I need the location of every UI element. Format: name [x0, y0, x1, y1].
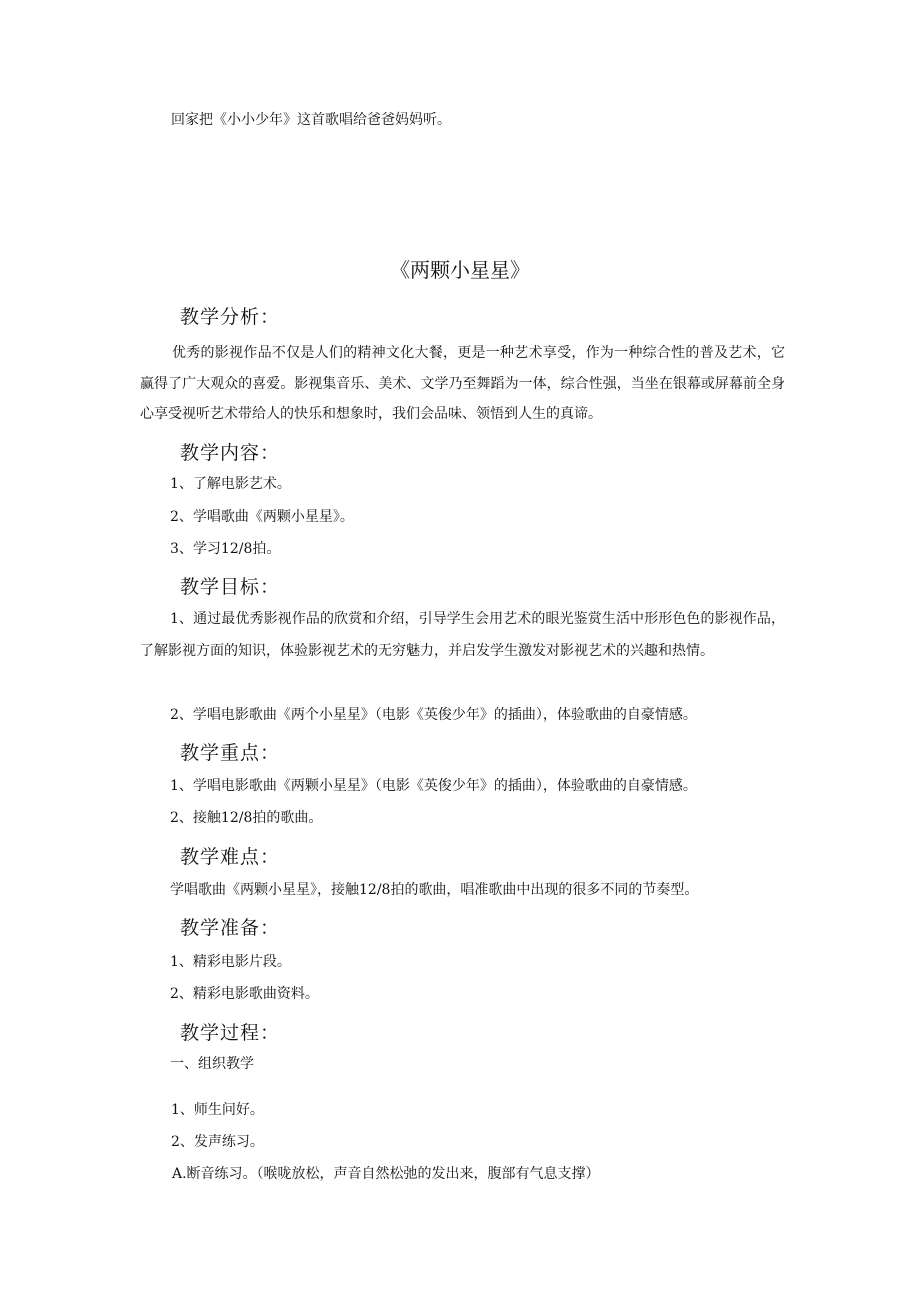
content-item-1: 1、了解电影艺术。 [170, 476, 291, 492]
page-title: 《两颗小星星》 [390, 258, 530, 282]
content-item-3: 3、学习12/8拍。 [170, 541, 281, 557]
keypoints-heading: 教学重点： [180, 742, 281, 764]
content-heading: 教学内容： [180, 442, 281, 464]
goals-item-1: 1、通过最优秀影视作品的欣赏和介绍，引导学生会用艺术的眼光鉴赏生活中形形色色的影视作品，了解影视方面的知识，体验影视艺术的无穷魅力，并启发学生激发对影视艺术的兴趣和热情。 [140, 611, 785, 659]
analysis-heading: 教学分析： [180, 306, 281, 328]
goals-heading: 教学目标： [180, 576, 281, 598]
goals-item-2: 2、学唱电影歌曲《两个小星星》（电影《英俊少年》的插曲），体验歌曲的自豪情感。 [170, 707, 697, 723]
content-item-2: 2、学唱歌曲《两颗小星星》。 [170, 509, 354, 525]
keypoints-item-1: 1、学唱电影歌曲《两颗小星星》（电影《英俊少年》的插曲），体验歌曲的自豪情感。 [170, 778, 697, 794]
process-item-2: 2、发声练习。 [171, 1134, 264, 1150]
preparation-heading: 教学准备： [180, 917, 281, 939]
difficulty-text: 学唱歌曲《两颗小星星》，接触12/8拍的歌曲，唱准歌曲中出现的很多不同的节奏型。 [170, 882, 699, 898]
process-item-1: 1、师生问好。 [171, 1102, 264, 1118]
process-section-1: 一、组织教学 [170, 1056, 254, 1072]
preparation-item-2: 2、精彩电影歌曲资料。 [170, 986, 319, 1002]
difficulty-heading: 教学难点： [180, 846, 281, 868]
process-heading: 教学过程： [180, 1022, 281, 1044]
preparation-item-1: 1、精彩电影片段。 [170, 954, 291, 970]
intro-text: 回家把《小小少年》这首歌唱给爸爸妈妈听。 [171, 112, 451, 128]
process-item-a: A.断音练习。（喉咙放松，声音自然松弛的发出来，腹部有气息支撑） [172, 1166, 600, 1182]
analysis-paragraph: 优秀的影视作品不仅是人们的精神文化大餐，更是一种艺术享受，作为一种综合性的普及艺术，它赢得了广大观众的喜爱。影视集音乐、美术、文学乃至舞蹈为一体，综合性强，当坐在银幕或屏幕前全身心享受视听艺术带给人的快乐和想象时，我们会品味、领悟到人生的真谛。 [140, 345, 785, 422]
keypoints-item-2: 2、接触12/8拍的歌曲。 [170, 810, 323, 826]
